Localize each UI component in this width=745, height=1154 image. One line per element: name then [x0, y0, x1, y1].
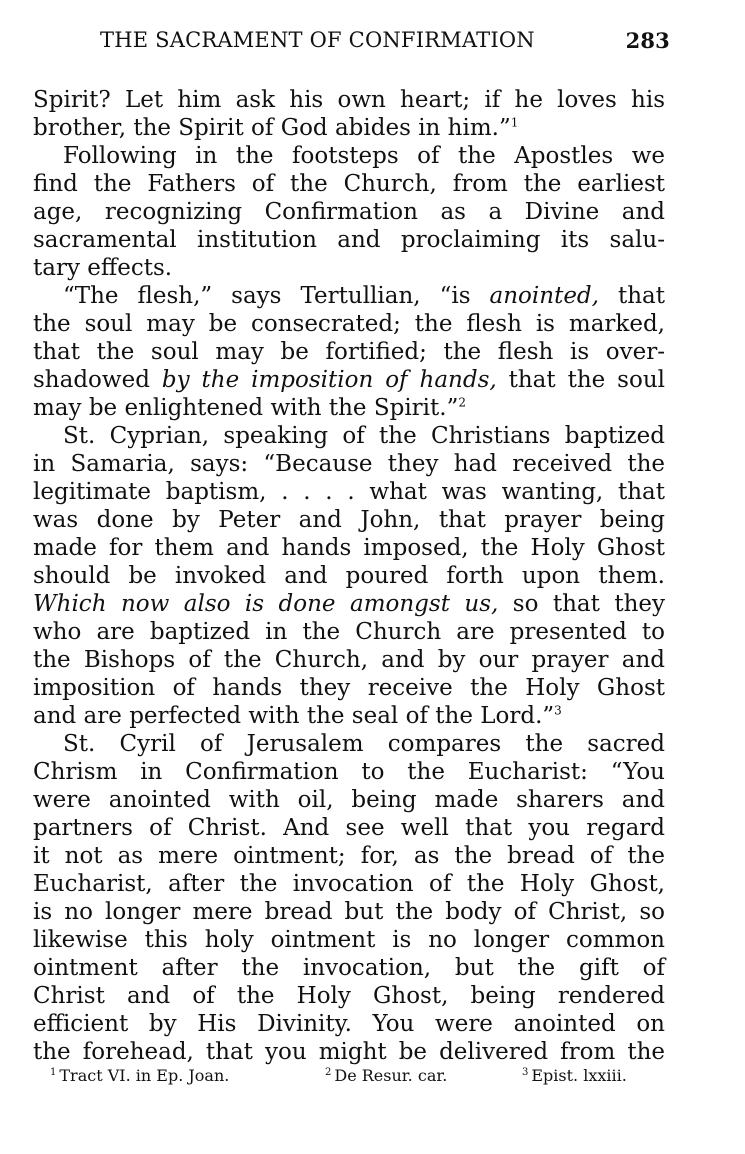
footnote-2 [325, 1066, 447, 1085]
text-line [33, 926, 665, 954]
line-text: tary effects. [33, 255, 173, 281]
line-text: and are perfected with the seal of the Lord.” [33, 703, 555, 729]
line-text: the Bishops of the Church, and by our prayer and [33, 647, 665, 673]
line-text: likewise this holy ointment is no longer common [33, 927, 665, 953]
footnote-text: Epist. lxxiii. [531, 1066, 627, 1085]
text-line [33, 702, 665, 730]
text-line [33, 450, 665, 478]
line-text: so that they [498, 591, 665, 617]
footnote-3 [522, 1066, 627, 1085]
text-line [33, 562, 665, 590]
line-text: made for them and hands imposed, the Holy Ghost [33, 535, 665, 561]
line-text: should be invoked and poured forth upon them. [33, 563, 665, 589]
text-line [33, 226, 665, 254]
italic-text: anointed, [489, 283, 599, 309]
line-text: legitimate baptism, . . . . what was wanting, that [33, 479, 665, 505]
footnote-mark: 1 [50, 1066, 57, 1078]
footnote-text: De Resur. car. [334, 1066, 448, 1085]
footnote-reference: 3 [554, 703, 562, 718]
text-line [33, 338, 665, 366]
text-line [33, 394, 665, 422]
text-line [33, 422, 665, 450]
text-line [33, 618, 665, 646]
text-line [33, 478, 665, 506]
line-text: find the Fathers of the Church, from the earliest [33, 171, 665, 197]
text-line [33, 814, 665, 842]
text-line [33, 254, 665, 282]
text-line [33, 954, 665, 982]
line-text: St. Cyril of Jerusalem compares the sacred [63, 731, 665, 757]
text-line [33, 982, 665, 1010]
text-line [33, 674, 665, 702]
footnote-reference: 2 [458, 395, 466, 410]
line-text: may be enlightened with the Spirit.” [33, 395, 459, 421]
line-text: imposition of hands they receive the Holy Ghost [33, 675, 665, 701]
line-text: “The flesh,” says Tertullian, “is [63, 283, 490, 309]
line-text: it not as mere ointment; for, as the bread of the [33, 843, 665, 869]
line-text: brother, the Spirit of God abides in him.” [33, 115, 511, 141]
page-number: 283 [625, 28, 670, 53]
text-line [33, 1038, 665, 1066]
text-line [33, 730, 665, 758]
text-line [33, 506, 665, 534]
line-text: the soul may be consecrated; the flesh is marked, [33, 311, 665, 337]
line-text: Eucharist, after the invocation of the Holy Ghost, [33, 871, 665, 897]
line-text: Chrism in Confirmation to the Eucharist: “You [33, 759, 665, 785]
line-text: were anointed with oil, being made sharers and [33, 787, 665, 813]
line-text: who are baptized in the Church are presented to [33, 619, 665, 645]
text-line [33, 646, 665, 674]
text-line [33, 842, 665, 870]
text-line [33, 1010, 665, 1038]
text-line [33, 590, 665, 618]
text-line [33, 142, 665, 170]
text-line [33, 534, 665, 562]
line-text: in Samaria, says: “Because they had received the [33, 451, 665, 477]
line-text: Spirit? Let him ask his own heart; if he loves his [33, 87, 665, 113]
footnote-reference: 1 [510, 115, 519, 130]
footnote-mark: 2 [325, 1066, 332, 1078]
footnote-1 [50, 1066, 229, 1085]
footnote-text: Tract VI. in Ep. Joan. [59, 1066, 230, 1085]
text-line [33, 870, 665, 898]
text-line [33, 310, 665, 338]
line-text: the forehead, that you might be delivered from the [33, 1039, 665, 1065]
body-text [33, 86, 665, 1066]
line-text: partners of Christ. And see well that you regard [33, 815, 665, 841]
line-text: was done by Peter and John, that prayer being [33, 507, 665, 533]
text-line [33, 758, 665, 786]
line-text: Following in the footsteps of the Apostles we [63, 143, 665, 169]
text-line [33, 282, 665, 310]
footnote-mark: 3 [522, 1066, 529, 1078]
line-text: ointment after the invocation, but the gift of [33, 955, 665, 981]
text-line [33, 198, 665, 226]
line-text: that the soul may be fortified; the flesh is over- [33, 339, 665, 365]
italic-text: by the imposition of hands, [161, 367, 497, 393]
line-text: sacramental institution and proclaiming its salu- [33, 227, 665, 253]
line-text: that the soul [496, 367, 665, 393]
italic-text: Which now also is done amongst us, [33, 591, 499, 617]
line-text: Christ and of the Holy Ghost, being rendered [33, 983, 665, 1009]
running-head-title: THE SACRAMENT OF CONFIRMATION [100, 28, 535, 52]
footnotes [50, 1066, 665, 1090]
text-line [33, 786, 665, 814]
line-text: St. Cyprian, speaking of the Christians baptized [63, 423, 665, 449]
line-text: is no longer mere bread but the body of Christ, so [33, 899, 665, 925]
line-text: shadowed [33, 367, 162, 393]
line-text: age, recognizing Confirmation as a Divine and [33, 199, 665, 225]
text-line [33, 366, 665, 394]
text-line [33, 170, 665, 198]
line-text: efficient by His Divinity. You were anointed on [33, 1011, 665, 1037]
running-head [100, 28, 670, 58]
text-line [33, 114, 665, 142]
line-text: that [598, 283, 665, 309]
text-line [33, 898, 665, 926]
text-line [33, 86, 665, 114]
